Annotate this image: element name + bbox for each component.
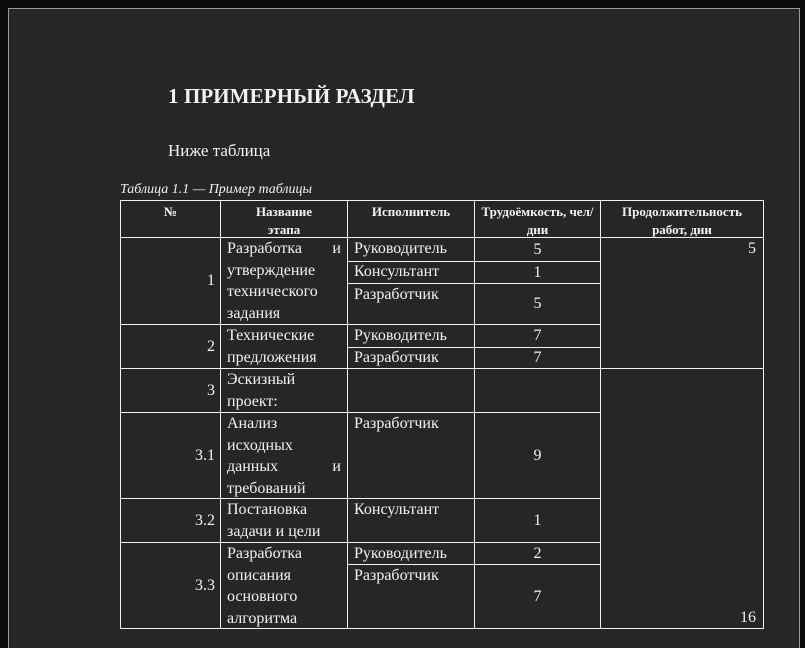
- executor-cell: Руководитель: [347, 237, 475, 262]
- executor-cell: [347, 368, 475, 413]
- executor-cell: Консультант: [347, 498, 475, 543]
- duration-cell: 16: [600, 368, 764, 629]
- executor-cell: Консультант: [347, 261, 475, 284]
- stage-name: Технические предложения: [220, 324, 348, 369]
- stage-number: 3.3: [120, 542, 221, 629]
- intro-paragraph: Ниже таблица: [168, 141, 271, 160]
- stage-number: 2: [120, 324, 221, 369]
- labor-cell: 5: [474, 237, 601, 262]
- header-executor: Исполнитель: [347, 200, 475, 238]
- labor-cell: 7: [474, 347, 601, 369]
- labor-cell: [474, 368, 601, 413]
- labor-cell: 5: [474, 283, 601, 325]
- table-caption: Таблица 1.1 — Пример таблицы: [120, 182, 313, 197]
- executor-cell: Разработчик: [347, 564, 475, 629]
- labor-cell: 2: [474, 542, 601, 565]
- stage-name: Разработка и утверждение технического задания: [220, 237, 348, 325]
- stage-number: 3.1: [120, 412, 221, 499]
- executor-cell: Разработчик: [347, 412, 475, 499]
- stage-name: Постановка задачи и цели: [220, 498, 348, 543]
- labor-cell: 7: [474, 324, 601, 348]
- stage-name: Эскизный проект:: [220, 368, 348, 413]
- header-labor: Трудоёмкость, чел/дни: [474, 200, 601, 238]
- executor-cell: Руководитель: [347, 324, 475, 348]
- stage-name: Разработка описания основного алгоритма: [220, 542, 348, 629]
- executor-cell: Разработчик: [347, 347, 475, 369]
- stage-name: Анализ исходных данных и требований: [220, 412, 348, 499]
- stage-number: 1: [120, 237, 221, 325]
- executor-cell: Разработчик: [347, 283, 475, 325]
- header-stage-name: Название этапа: [220, 200, 348, 238]
- stage-number: 3: [120, 368, 221, 413]
- labor-cell: 7: [474, 564, 601, 629]
- labor-cell: 1: [474, 261, 601, 284]
- stage-number: 3.2: [120, 498, 221, 543]
- section-heading: 1 ПРИМЕРНЫЙ РАЗДЕЛ: [168, 84, 415, 108]
- duration-cell: 5: [600, 237, 764, 369]
- executor-cell: Руководитель: [347, 542, 475, 565]
- labor-cell: 1: [474, 498, 601, 543]
- labor-cell: 9: [474, 412, 601, 499]
- header-duration: Продолжительность работ, дни: [600, 200, 764, 238]
- header-number: №: [120, 200, 221, 238]
